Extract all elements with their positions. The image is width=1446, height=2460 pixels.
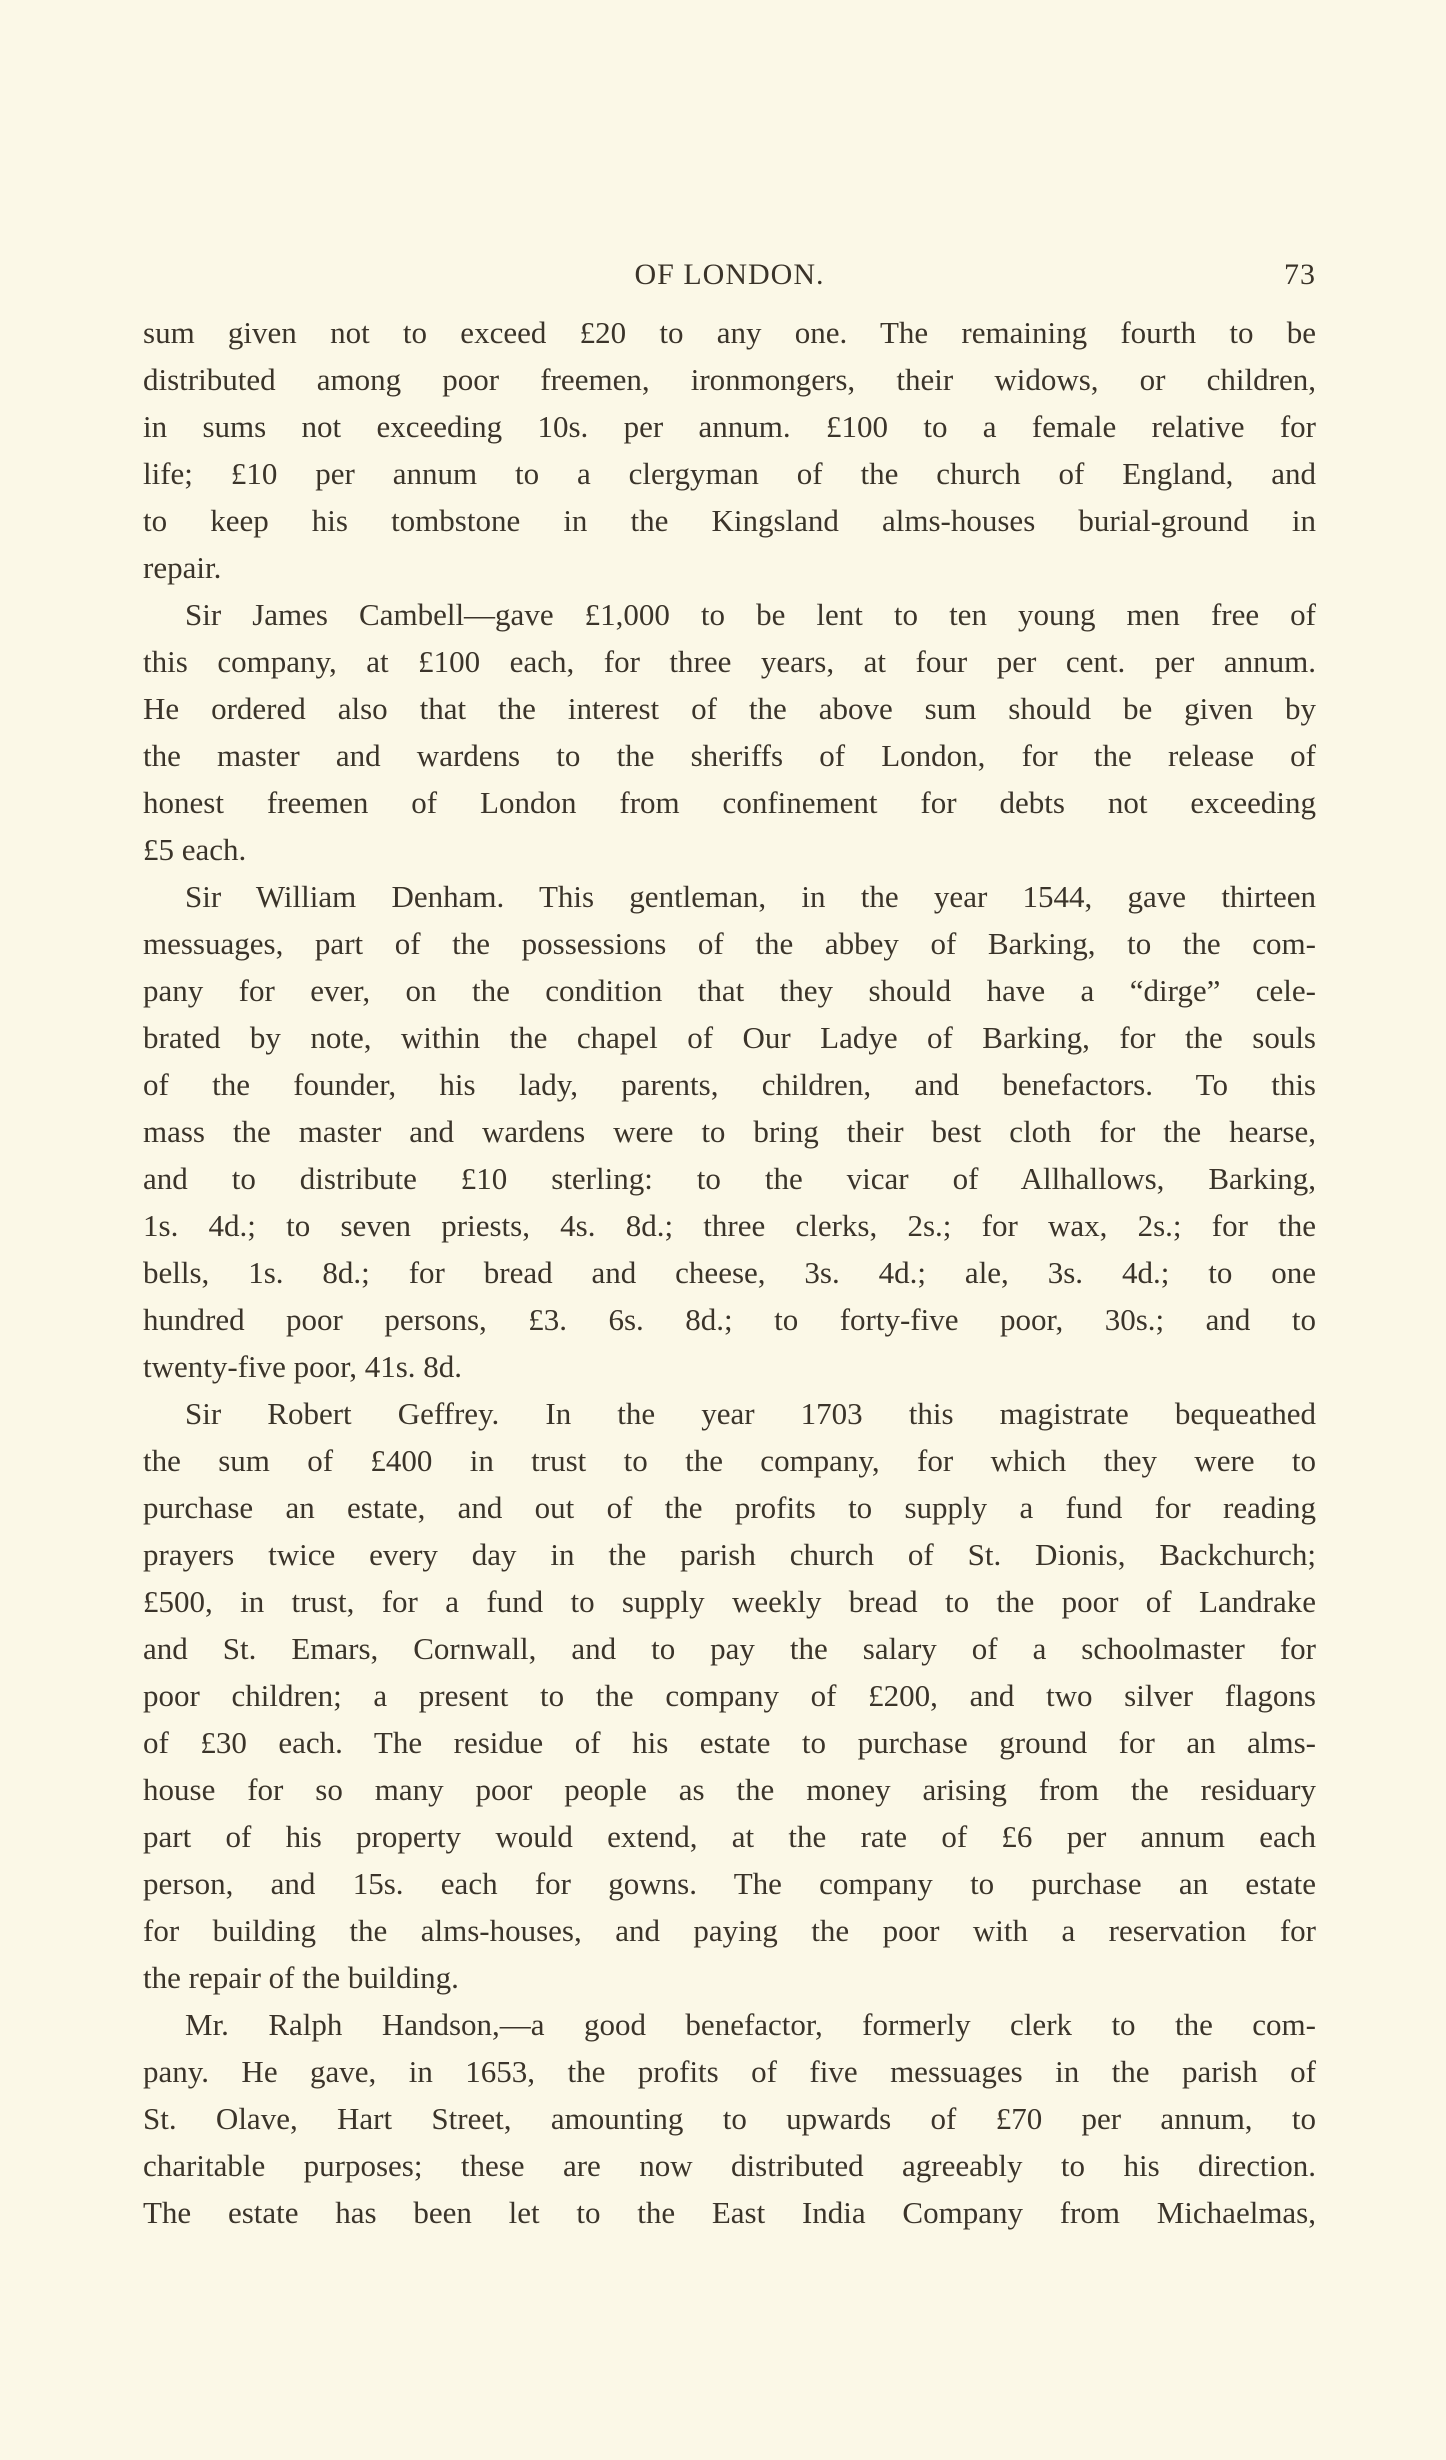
text-line: purchase an estate, and out of the profits to supply a fund for reading <box>143 1490 1316 1525</box>
text-line: bells, 1s. 8d.; for bread and cheese, 3s. 4d.; ale, 3s. 4d.; to one <box>143 1255 1316 1290</box>
text-line: in sums not exceeding 10s. per annum. £100 to a female relative for <box>143 409 1316 444</box>
text-line: messuages, part of the possessions of the abbey of Barking, to the com- <box>143 926 1316 961</box>
text-line: 1s. 4d.; to seven priests, 4s. 8d.; three clerks, 2s.; for wax, 2s.; for the <box>143 1208 1316 1243</box>
text-line: person, and 15s. each for gowns. The company to purchase an estate <box>143 1866 1316 1901</box>
text-line: mass the master and wardens were to bring their best cloth for the hearse, <box>143 1114 1316 1149</box>
text-line: poor children; a present to the company of £200, and two silver flagons <box>143 1678 1316 1713</box>
text-line: twenty-five poor, 41s. 8d. <box>143 1349 463 1384</box>
text-line: The estate has been let to the East India Company from Michaelmas, <box>143 2195 1316 2230</box>
text-line: distributed among poor freemen, ironmongers, their widows, or children, <box>143 362 1316 397</box>
page-body-text <box>143 309 1316 2236</box>
text-line: this company, at £100 each, for three years, at four per cent. per annum. <box>143 644 1316 679</box>
text-line: pany. He gave, in 1653, the profits of five messuages in the parish of <box>143 2054 1316 2089</box>
text-line: charitable purposes; these are now distributed agreeably to his direction. <box>143 2148 1316 2183</box>
text-line: the repair of the building. <box>143 1960 459 1995</box>
text-line: of the founder, his lady, parents, children, and benefactors. To this <box>143 1067 1316 1102</box>
page-number: 73 <box>1284 258 1316 291</box>
text-line: pany for ever, on the condition that they should have a “dirge” cele- <box>143 973 1316 1008</box>
text-line: St. Olave, Hart Street, amounting to upwards of £70 per annum, to <box>143 2101 1316 2136</box>
text-line: brated by note, within the chapel of Our Ladye of Barking, for the souls <box>143 1020 1316 1055</box>
text-line: part of his property would extend, at the rate of £6 per annum each <box>143 1819 1316 1854</box>
text-line: £500, in trust, for a fund to supply weekly bread to the poor of Landrake <box>143 1584 1316 1619</box>
text-line: and St. Emars, Cornwall, and to pay the salary of a schoolmaster for <box>143 1631 1316 1666</box>
text-line: repair. <box>143 550 222 585</box>
paragraph-first-line: Mr. Ralph Handson,—a good benefactor, formerly clerk to the com- <box>185 2007 1316 2042</box>
text-line: the master and wardens to the sheriffs of London, for the release of <box>143 738 1316 773</box>
text-line: and to distribute £10 sterling: to the vicar of Allhallows, Barking, <box>143 1161 1316 1196</box>
text-line: life; £10 per annum to a clergyman of the church of England, and <box>143 456 1316 491</box>
text-line: prayers twice every day in the parish church of St. Dionis, Backchurch; <box>143 1537 1316 1572</box>
text-line: for building the alms-houses, and paying the poor with a reservation for <box>143 1913 1316 1948</box>
running-title: OF LONDON. <box>634 258 825 291</box>
text-line: honest freemen of London from confinement for debts not exceeding <box>143 785 1316 820</box>
paragraph-first-line: Sir Robert Geffrey. In the year 1703 this magistrate bequeathed <box>185 1396 1316 1431</box>
text-line: of £30 each. The residue of his estate to purchase ground for an alms- <box>143 1725 1316 1760</box>
paragraph-first-line: Sir William Denham. This gentleman, in the year 1544, gave thirteen <box>185 879 1316 914</box>
text-line: He ordered also that the interest of the above sum should be given by <box>143 691 1316 726</box>
text-line: £5 each. <box>143 832 247 867</box>
paragraph-first-line: Sir James Cambell—gave £1,000 to be lent to ten young men free of <box>185 597 1316 632</box>
running-header <box>143 258 1316 306</box>
text-line: the sum of £400 in trust to the company, for which they were to <box>143 1443 1316 1478</box>
text-line: sum given not to exceed £20 to any one. The remaining fourth to be <box>143 315 1316 350</box>
text-line: house for so many poor people as the money arising from the residuary <box>143 1772 1316 1807</box>
text-line: hundred poor persons, £3. 6s. 8d.; to forty-five poor, 30s.; and to <box>143 1302 1316 1337</box>
text-line: to keep his tombstone in the Kingsland alms-houses burial-ground in <box>143 503 1316 538</box>
